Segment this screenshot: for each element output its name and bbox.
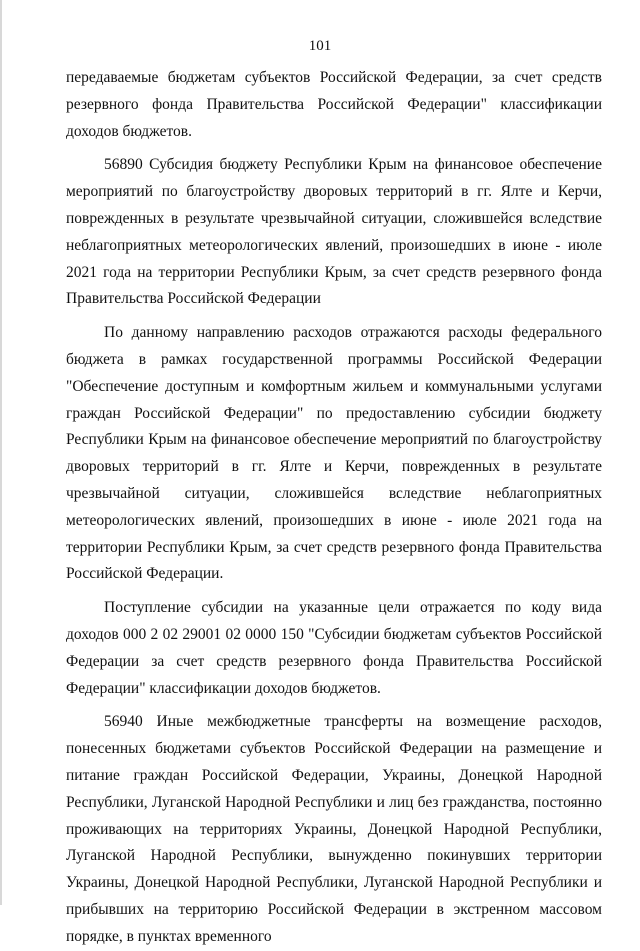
page-number: 101: [308, 38, 332, 54]
paragraph-56890-revenue-code: Поступление субсидии на указанные цели отражается по коду вида доходов 000 2 02 29001 02 0000 150 "Субсидии бюджетам субъектов Российской Федерации за счет средств резервного фонда Правительства Российской Федерации" классификации доходов бюджетов.: [66, 599, 602, 697]
document-body: [66, 65, 602, 951]
paragraph-56890-description: По данному направлению расходов отражаются расходы федерального бюджета в рамках государственной программы Российской Федерации "Обеспечение доступным и комфортным жильем и коммунальными услугами граждан Российской Федерации" по предоставлению субсидии бюджету Республики Крым на финансовое обеспечение мероприятий по благоустройству дворовых территорий в гг. Ялте и Керчи, поврежденных в результате чрезвычайной ситуации, сложившейся вследствие неблагоприятных метеорологических явлений, произошедших в июне - июле 2021 года на территории Республики Крым, за счет средств резервного фонда Правительства Российской Федерации.: [66, 324, 602, 583]
paragraph-continuation: передаваемые бюджетам субъектов Российской Федерации, за счет средств резервного фонда Правительства Российской Федерации" классификации доходов бюджетов.: [66, 69, 602, 140]
paragraph-56940-heading: 56940 Иные межбюджетные трансферты на возмещение расходов, понесенных бюджетами субъектов Российской Федерации на размещение и питание граждан Российской Федерации, Украины, Донецкой Народной Республики, Луганской Народной Республики и лиц без гражданства, постоянно проживающих на территориях Украины, Донецкой Народной Республики, Луганской Народной Республики, вынужденно покинувших территории Украины, Донецкой Народной Республики, Луганской Народной Республики и прибывших на территорию Российской Федерации в экстренном массовом порядке, в пунктах временного: [66, 713, 602, 945]
paragraph-56890-heading: 56890 Субсидия бюджету Республики Крым на финансовое обеспечение мероприятий по благоустройству дворовых территорий в гг. Ялте и Керчи, поврежденных в результате чрезвычайной ситуации, сложившейся вследствие неблагоприятных метеорологических явлений, произошедших в июне - июле 2021 года на территории Республики Крым, за счет средств резервного фонда Правительства Российской Федерации: [66, 156, 602, 308]
scan-edge: [0, 0, 2, 905]
